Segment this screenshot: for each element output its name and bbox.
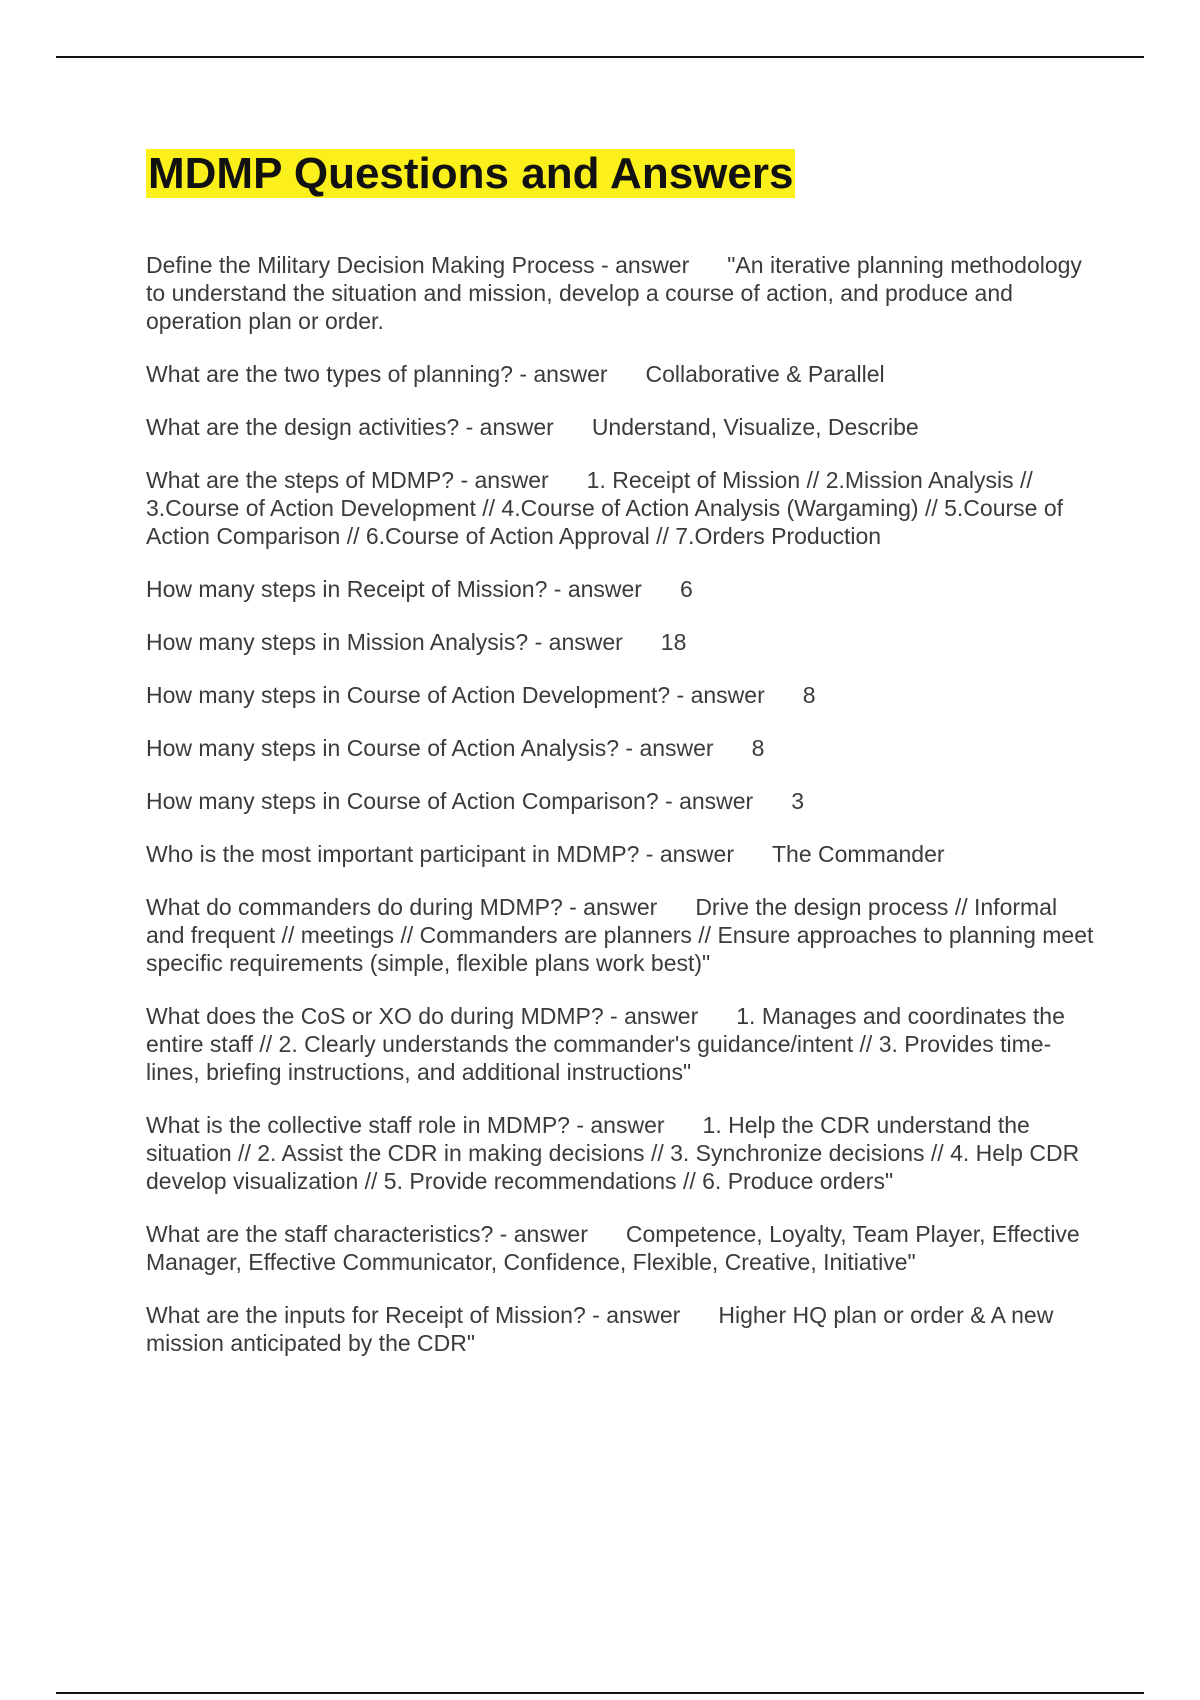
question-text: What are the inputs for Receipt of Mission? - answer <box>146 1302 681 1329</box>
question-text: What are the design activities? - answer <box>146 414 554 441</box>
qa-item <box>146 1220 1096 1276</box>
bottom-rule <box>56 1692 1144 1694</box>
answer-text: 1. Receipt of Mission // 2.Mission Analysis // 3.Course of Action Development // 4.Course of Action Analysis (Wargaming) // 5.Course of Action Comparison // 6.Course of Action Approval // 7.Orders Production <box>146 467 1064 550</box>
answer-text: 1. Manages and coordinates the entire staff // 2. Clearly understands the commander's guidance/intent // 3. Provides time-lines, briefing instructions, and additional instructions" <box>146 1003 1065 1086</box>
qa-item <box>146 575 1096 603</box>
answer-text: The Commander <box>771 841 945 868</box>
answer-text: 8 <box>802 682 816 709</box>
answer-text: Higher HQ plan or order & A new mission anticipated by the CDR" <box>146 1302 1054 1357</box>
qa-item <box>146 893 1096 977</box>
question-text: What do commanders do during MDMP? - answer <box>146 894 658 921</box>
answer-text: 8 <box>751 735 765 762</box>
answer-text: 3 <box>791 788 805 815</box>
qa-item <box>146 734 1096 762</box>
answer-text: Collaborative & Parallel <box>645 361 885 388</box>
question-text: Define the Military Decision Making Process - answer <box>146 252 690 279</box>
qa-item <box>146 787 1096 815</box>
question-text: How many steps in Course of Action Comparison? - answer <box>146 788 754 815</box>
page-title <box>146 145 1096 202</box>
answer-text: Drive the design process // Informal and frequent // meetings // Commanders are planners // Ensure approaches to planning meet specific requirements (simple, flexible plans work best)" <box>146 894 1094 977</box>
qa-item <box>146 413 1096 441</box>
answer-text: "An iterative planning methodology to understand the situation and mission, develop a course of action, and produce and operation plan or order. <box>146 252 1082 335</box>
document-body <box>146 145 1096 1382</box>
question-text: Who is the most important participant in MDMP? - answer <box>146 841 734 868</box>
top-rule <box>56 56 1144 58</box>
question-text: What does the CoS or XO do during MDMP? - answer <box>146 1003 699 1030</box>
answer-text: 6 <box>679 576 693 603</box>
qa-item <box>146 1002 1096 1086</box>
question-text: How many steps in Course of Action Development? - answer <box>146 682 765 709</box>
question-text: What is the collective staff role in MDMP? - answer <box>146 1112 665 1139</box>
qa-item <box>146 628 1096 656</box>
answer-text: Competence, Loyalty, Team Player, Effective Manager, Effective Communicator, Confidence, Flexible, Creative, Initiative" <box>146 1221 1080 1276</box>
answer-text: 18 <box>660 629 687 656</box>
question-text: What are the staff characteristics? - answer <box>146 1221 588 1248</box>
question-text: How many steps in Receipt of Mission? - answer <box>146 576 642 603</box>
qa-item <box>146 840 1096 868</box>
qa-item <box>146 1301 1096 1357</box>
answer-text: 1. Help the CDR understand the situation // 2. Assist the CDR in making decisions // 3. Synchronize decisions // 4. Help CDR develop visualization // 5. Provide recommendations // 6. Produce orders" <box>146 1112 1080 1195</box>
question-text: How many steps in Course of Action Analysis? - answer <box>146 735 714 762</box>
question-text: What are the two types of planning? - answer <box>146 361 608 388</box>
qa-item <box>146 1111 1096 1195</box>
title-highlight: MDMP Questions and Answers <box>148 149 794 198</box>
qa-item <box>146 681 1096 709</box>
question-text: What are the steps of MDMP? - answer <box>146 467 549 494</box>
answer-text: Understand, Visualize, Describe <box>591 414 919 441</box>
qa-item <box>146 251 1096 335</box>
qa-item <box>146 466 1096 550</box>
qa-item <box>146 360 1096 388</box>
question-text: How many steps in Mission Analysis? - answer <box>146 629 623 656</box>
